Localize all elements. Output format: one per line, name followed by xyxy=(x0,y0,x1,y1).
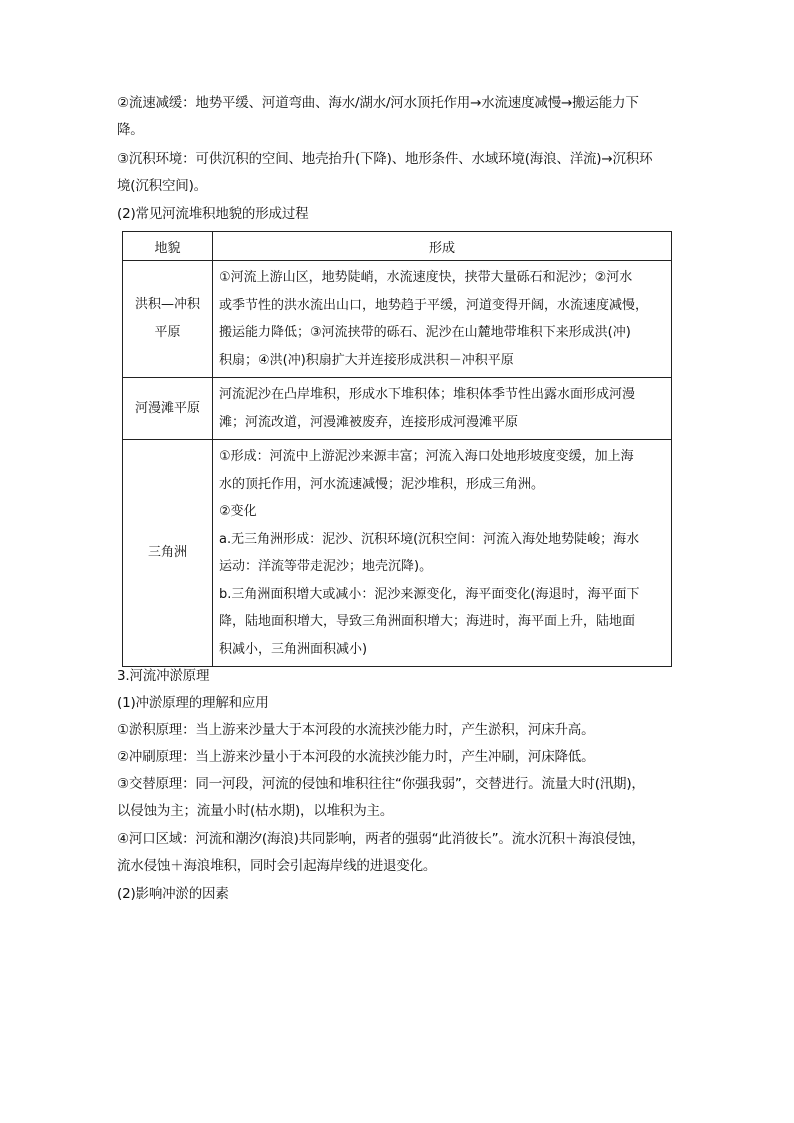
cell-line: 积扇；④洪(冲)积扇扩大并连接形成洪积－冲积平原 xyxy=(219,352,514,368)
text-line: ①淤积原理：当上游来沙量大于本河段的水流挟沙能力时，产生淤积，河床升高。 xyxy=(117,722,595,738)
landform-table xyxy=(122,231,672,667)
cell-line: 河漫滩平原 xyxy=(134,400,200,416)
table-row xyxy=(123,378,672,440)
text-line: 境(沉积空间)。 xyxy=(117,178,207,194)
cell-line: 降，陆地面积增大，导致三角洲面积增大；海进时，海平面上升，陆地面 xyxy=(219,614,636,629)
formation-cell xyxy=(213,440,672,667)
cell-line: 洪积—冲积 xyxy=(134,297,200,312)
text-line: 3.河流冲淤原理 xyxy=(117,668,210,684)
paragraph-alternation xyxy=(117,771,677,825)
text-line: 流水侵蚀＋海浪堆积，同时会引起海岸线的进退变化。 xyxy=(117,858,437,874)
paragraph-estuary xyxy=(117,826,677,880)
cell-line: 水的顶托作用，河水流速减慢；泥沙堆积，形成三角洲。 xyxy=(219,476,545,492)
table-row xyxy=(123,261,672,378)
text-line: 以侵蚀为主；流量小时(枯水期)，以堆积为主。 xyxy=(117,803,394,819)
text-line: ④河口区域：河流和潮汐(海浪)共同影响，两者的强弱“此消彼长”。流水沉积＋海浪侵蚀， xyxy=(117,831,645,847)
paragraph-flow-slowdown xyxy=(117,90,677,144)
text-line: (2)常见河流堆积地貌的形成过程 xyxy=(117,206,309,222)
cell-line: a.无三角洲形成：泥沙、沉积环境(沉积空间：河流入海处地势陡峻；海水 xyxy=(219,531,640,547)
paragraph-deposition-environment xyxy=(117,146,677,200)
section-heading-erosion-deposition xyxy=(117,663,677,690)
formation-cell xyxy=(213,261,672,378)
text-line: ③沉积环境：可供沉积的空间、地壳抬升(下降)、地形条件、水域环境(海浪、洋流)→沉积环 xyxy=(117,151,653,167)
text-line: ②流速减缓：地势平缓、河道弯曲、海水/湖水/河水顶托作用→水流速度减慢→搬运能力下 xyxy=(117,95,639,111)
cell-line: ①河流上游山区，地势陡峭，水流速度快，挟带大量砾石和泥沙；②河水 xyxy=(219,270,633,285)
landform-name-cell xyxy=(123,378,213,440)
text-line: ③交替原理：同一河段，河流的侵蚀和堆积往往“你强我弱”，交替进行。流量大时(汛期)， xyxy=(117,776,645,792)
formation-cell xyxy=(213,378,672,440)
cell-line: ①形成：河流中上游泥沙来源丰富；河流入海口处地形坡度变缓，加上海 xyxy=(219,449,634,464)
cell-line: b.三角洲面积增大或减小：泥沙来源变化，海平面变化(海退时，海平面下 xyxy=(219,586,640,602)
column-header-landform: 地貌 xyxy=(123,232,213,261)
text-line: (1)冲淤原理的理解和应用 xyxy=(117,695,269,711)
text-line: ②冲刷原理：当上游来沙量小于本河段的水流挟沙能力时，产生冲刷，河床降低。 xyxy=(117,749,595,765)
cell-line: 或季节性的洪水流出山口，地势趋于平缓，河道变得开阔，水流速度减慢， xyxy=(219,297,649,313)
table-row xyxy=(123,440,672,667)
text-line: 降。 xyxy=(117,122,144,138)
cell-line: 滩；河流改道，河漫滩被废弃，连接形成河漫滩平原 xyxy=(219,414,519,430)
cell-line: 积减小，三角洲面积减小) xyxy=(219,641,368,657)
cell-line: ②变化 xyxy=(219,504,257,519)
cell-line: 三角洲 xyxy=(147,545,187,560)
column-header-formation: 形成 xyxy=(213,232,672,261)
paragraph-scouring xyxy=(117,744,677,771)
subheading-factors xyxy=(117,881,677,908)
landform-name-cell xyxy=(123,261,213,378)
table-header-row xyxy=(123,232,672,261)
paragraph-siltation xyxy=(117,717,677,744)
cell-line: 平原 xyxy=(154,325,181,340)
cell-line: 搬运能力降低；③河流挟带的砾石、泥沙在山麓地带堆积下来形成洪(冲) xyxy=(219,325,631,340)
cell-line: 运动：洋流等带走泥沙；地壳沉降)。 xyxy=(219,559,433,574)
section-heading-landforms xyxy=(117,201,677,228)
text-line: (2)影响冲淤的因素 xyxy=(117,886,229,902)
subheading-principles xyxy=(117,690,677,717)
landform-name-cell xyxy=(123,440,213,667)
cell-line: 河流泥沙在凸岸堆积，形成水下堆积体；堆积体季节性出露水面形成河漫 xyxy=(219,387,636,402)
